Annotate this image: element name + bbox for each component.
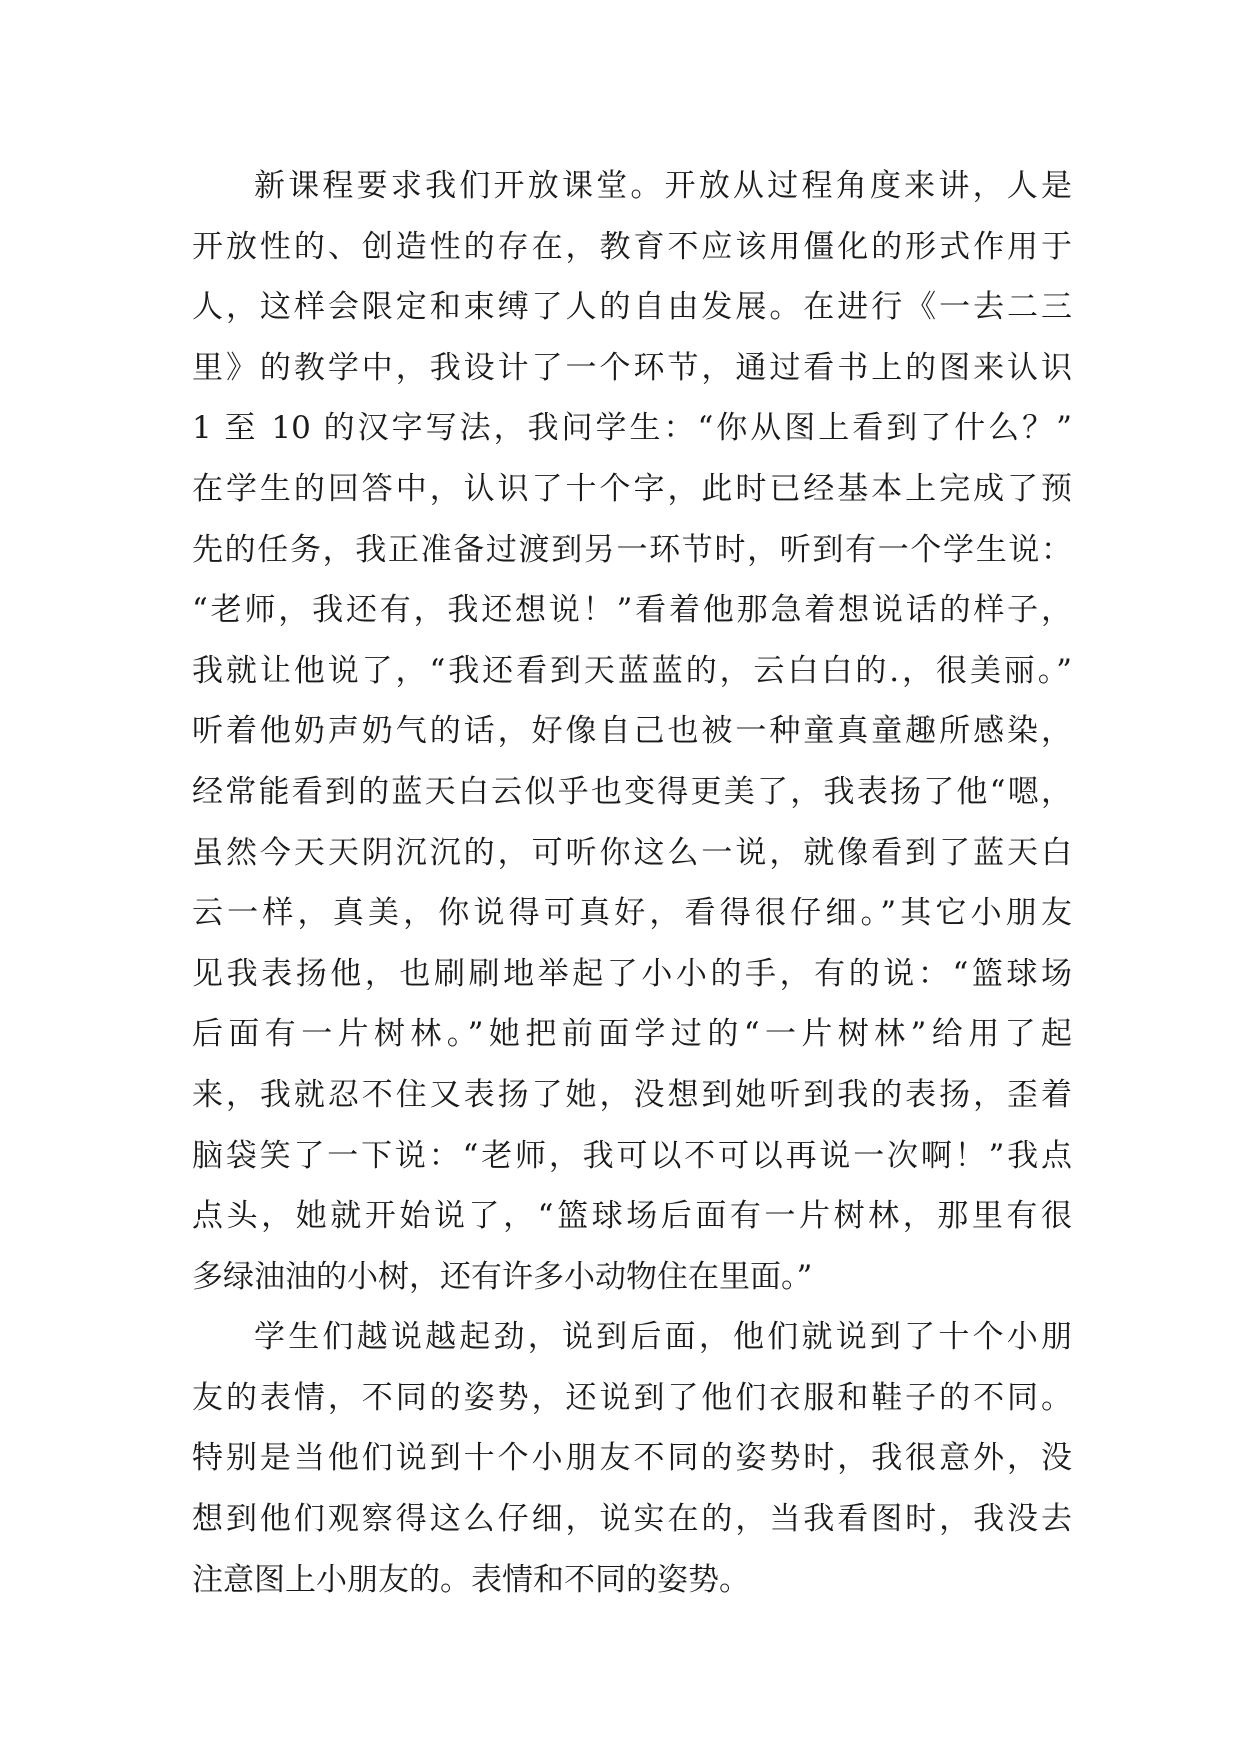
paragraph [192,156,1072,1307]
text-line: 经常能看到的蓝天白云似乎也变得更美了，我表扬了他“嗯， [192,773,1072,810]
text-line: 人，这样会限定和束缚了人的自由发展。在进行《一去二三 [192,289,1072,326]
body-text [192,156,1072,1610]
text-line: 学生们越说越起劲，说到后面，他们就说到了十个小朋 [254,1319,1072,1356]
text-line: 友的表情，不同的姿势，还说到了他们衣服和鞋子的不同。 [192,1379,1072,1416]
text-line: 特别是当他们说到十个小朋友不同的姿势时，我很意外，没 [192,1440,1072,1477]
text-line: 脑袋笑了一下说：“老师，我可以不可以再说一次啊！”我点 [192,1137,1072,1174]
text-line: 开放性的、创造性的存在，教育不应该用僵化的形式作用于 [192,228,1072,265]
text-line: 点头，她就开始说了，“篮球场后面有一片树林，那里有很 [192,1198,1072,1235]
text-line: 在学生的回答中，认识了十个字，此时已经基本上完成了预 [192,470,1072,507]
text-line: “老师，我还有，我还想说！”看着他那急着想说话的样子， [192,592,1072,629]
text-line: 听着他奶声奶气的话，好像自己也被一种童真童趣所感染， [192,713,1072,750]
text-line: 里》的教学中，我设计了一个环节，通过看书上的图来认识 [192,349,1072,386]
text-line: 虽然今天天阴沉沉的，可听你这么一说，就像看到了蓝天白 [192,834,1072,871]
text-line: 我就让他说了，“我还看到天蓝蓝的，云白白的.，很美丽。” [192,652,1072,689]
text-line: 见我表扬他，也刷刷地举起了小小的手，有的说：“篮球场 [192,955,1072,992]
text-line: 想到他们观察得这么仔细，说实在的，当我看图时，我没去 [192,1501,1072,1538]
text-line: 云一样，真美，你说得可真好，看得很仔细。”其它小朋友 [192,895,1072,932]
text-line: 注意图上小朋友的。表情和不同的姿势。 [192,1561,750,1598]
text-line: 1 至 10 的汉字写法，我问学生：“你从图上看到了什么？” [192,410,1072,447]
paragraph [192,1307,1072,1610]
text-line: 后面有一片树林。”她把前面学过的“一片树林”给用了起 [192,1016,1072,1053]
text-line: 多绿油油的小树，还有许多小动物住在里面。” [192,1258,813,1295]
text-line: 先的任务，我正准备过渡到另一环节时，听到有一个学生说： [192,531,1072,568]
text-line: 新课程要求我们开放课堂。开放从过程角度来讲，人是 [254,168,1072,204]
text-line: 来，我就忍不住又表扬了她，没想到她听到我的表扬，歪着 [192,1076,1072,1113]
